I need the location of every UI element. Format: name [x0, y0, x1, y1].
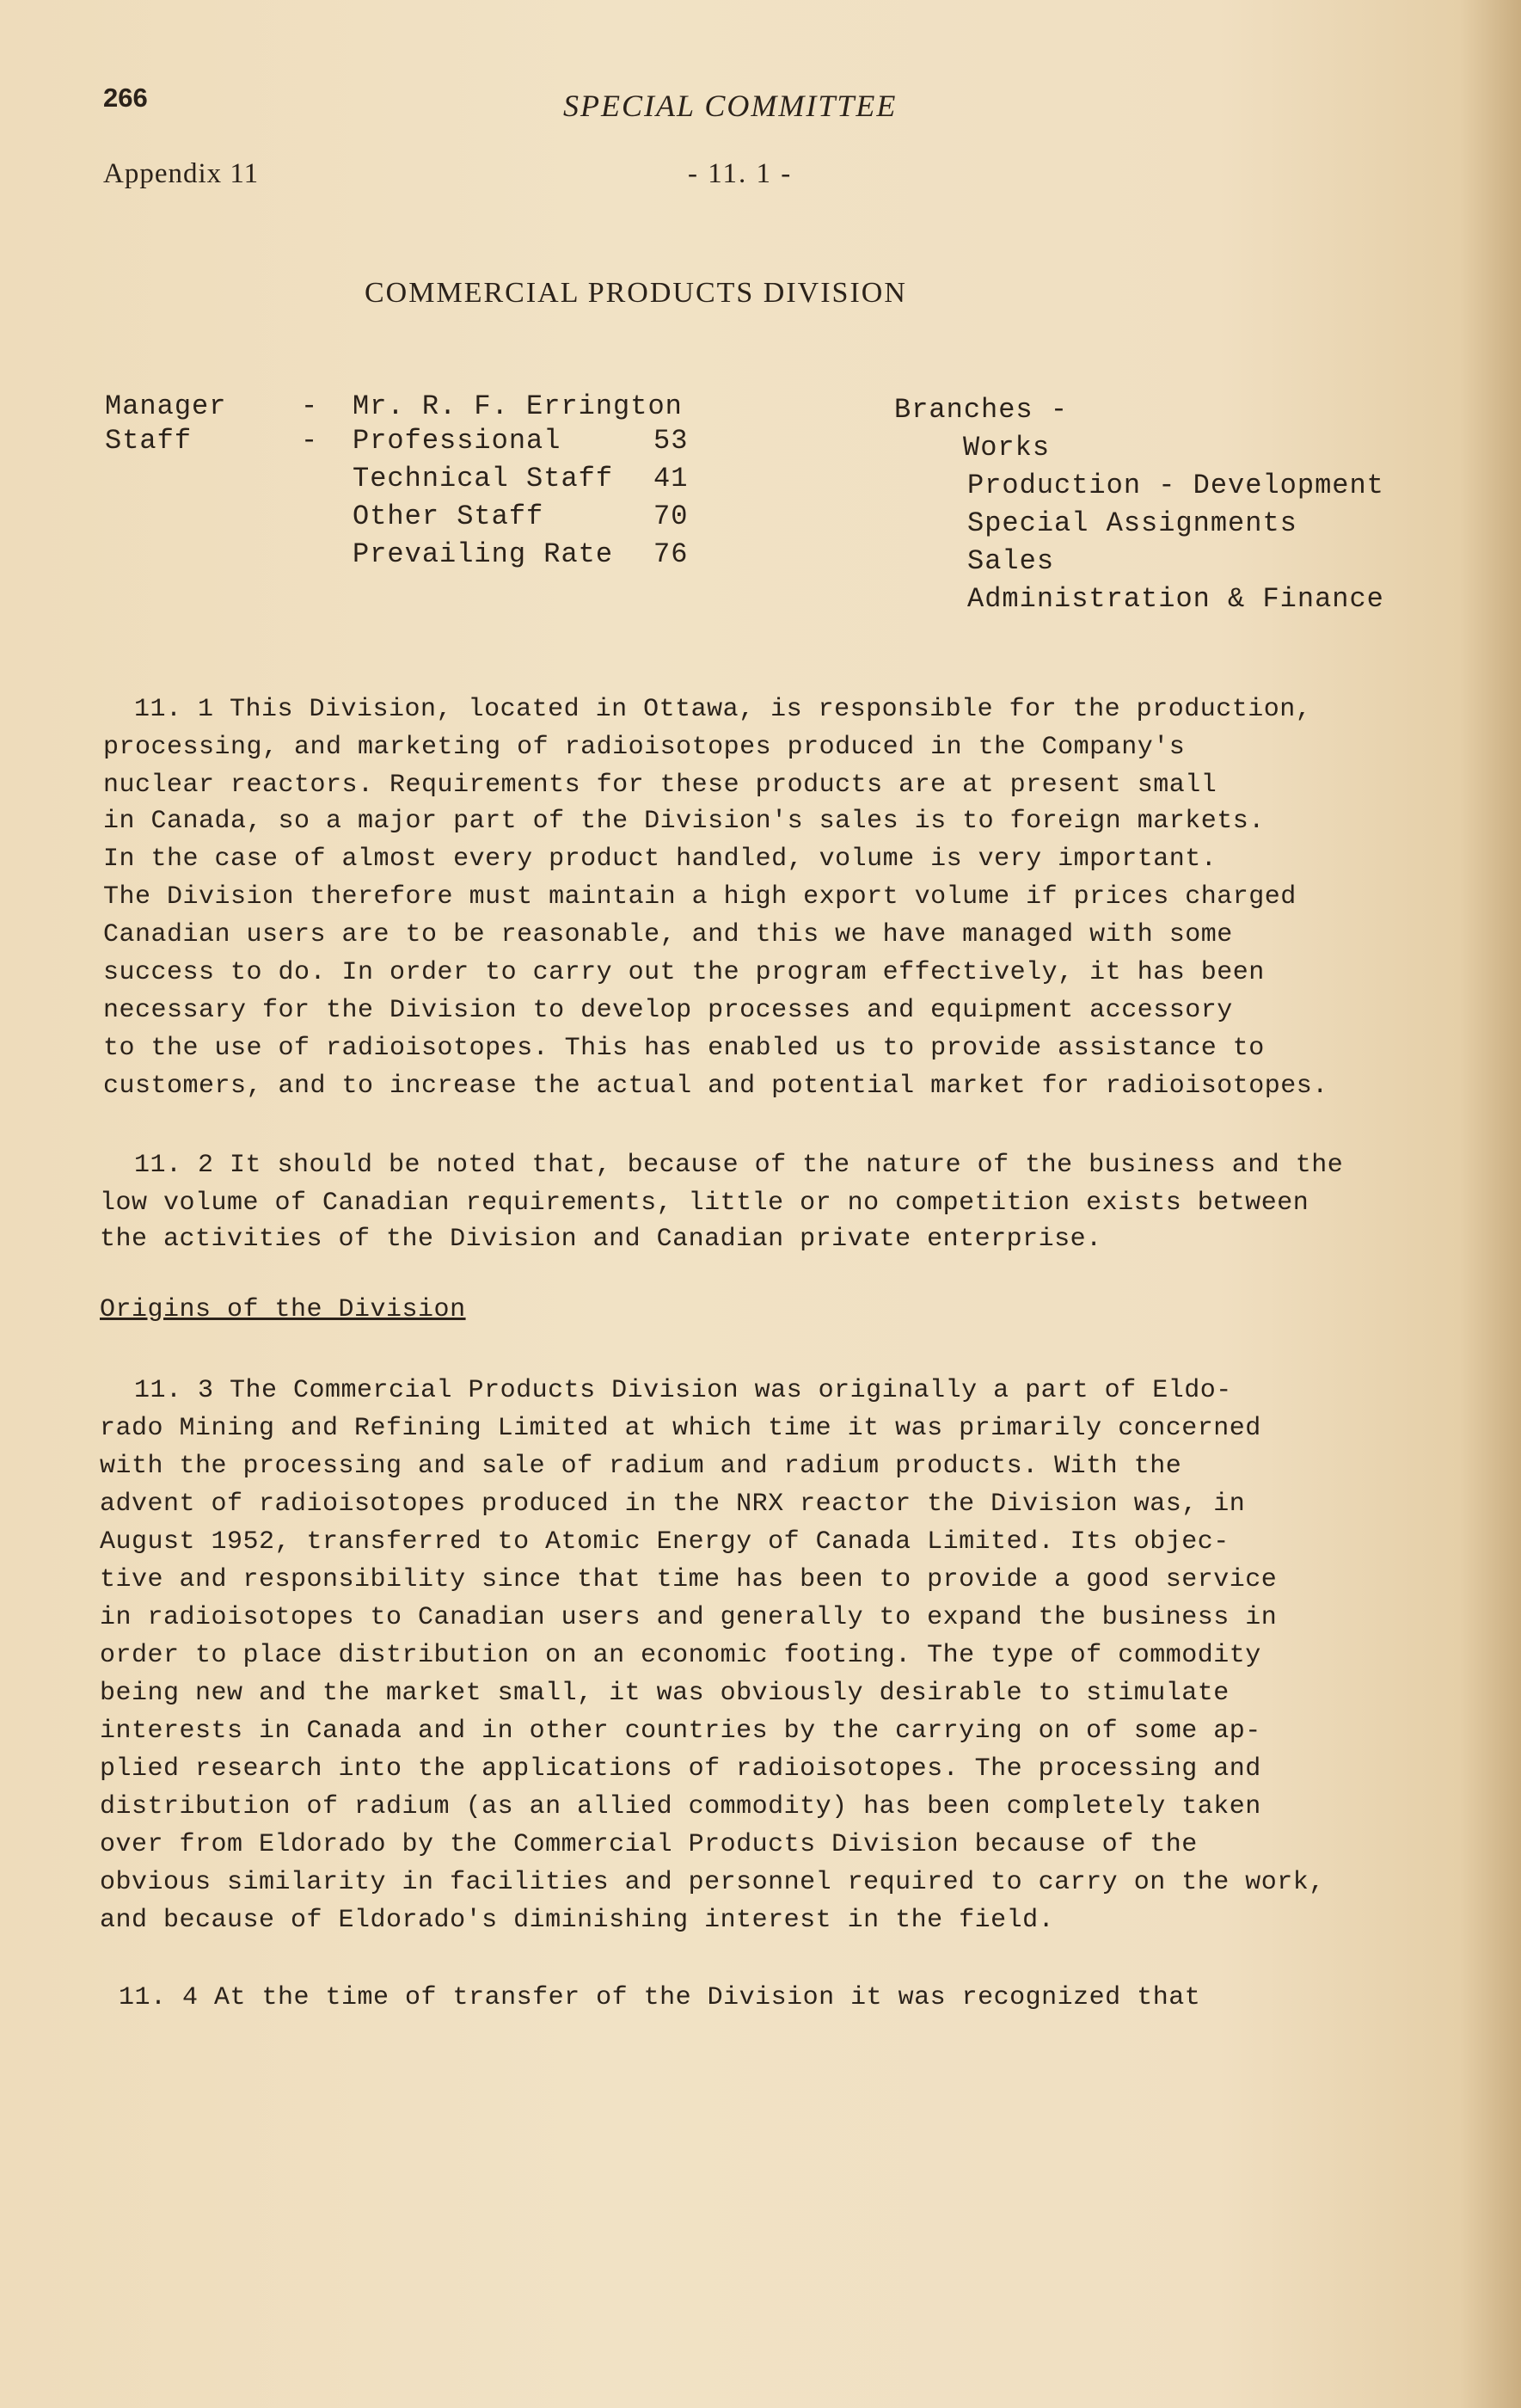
paragraph-line: being new and the market small, it was obviously desirable to stimulate	[100, 1679, 1230, 1708]
paragraph-line: obvious similarity in facilities and personnel required to carry on the work,	[100, 1868, 1325, 1897]
staff-category-label: Other Staff	[353, 501, 544, 532]
paragraph-line: low volume of Canadian requirements, little or no competition exists between	[100, 1189, 1309, 1218]
manager-name: Mr. R. F. Errington	[353, 390, 683, 422]
staff-label: Staff	[105, 425, 193, 457]
branch-item: Sales	[967, 545, 1055, 577]
paragraph-line: customers, and to increase the actual and potential market for radioisotopes.	[103, 1072, 1328, 1101]
paragraph-line: Canadian users are to be reasonable, and this we have managed with some	[103, 920, 1233, 949]
paragraph-line: nuclear reactors. Requirements for these products are at present small	[103, 771, 1217, 800]
staff-category-count: 41	[653, 463, 689, 494]
staff-category-count: 70	[653, 501, 689, 532]
paragraph-line: over from Eldorado by the Commercial Products Division because of the	[100, 1830, 1198, 1859]
manager-label: Manager	[105, 390, 227, 422]
paragraph-line: advent of radioisotopes produced in the NRX reactor the Division was, in	[100, 1490, 1246, 1519]
paragraph-line: 11. 4 At the time of transfer of the Division it was recognized that	[119, 1983, 1201, 2012]
staff-category-label: Technical Staff	[353, 463, 614, 494]
branches-heading: Branches -	[894, 394, 1069, 426]
paragraph-line: order to place distribution on an economic footing. The type of commodity	[100, 1641, 1261, 1670]
staff-dash: -	[301, 425, 319, 457]
paragraph-line: necessary for the Division to develop processes and equipment accessory	[103, 996, 1233, 1025]
paragraph-line: the activities of the Division and Canadian private enterprise.	[100, 1225, 1102, 1254]
division-title: COMMERCIAL PRODUCTS DIVISION	[365, 277, 907, 309]
paragraph-line: 11. 3 The Commercial Products Division was originally a part of Eldo-	[134, 1376, 1232, 1405]
staff-category-count: 53	[653, 425, 689, 457]
paragraph-line: to the use of radioisotopes. This has enabled us to provide assistance to	[103, 1034, 1265, 1063]
paragraph-line: distribution of radium (as an allied commodity) has been completely taken	[100, 1792, 1261, 1821]
paragraph-line: and because of Eldorado's diminishing interest in the field.	[100, 1906, 1055, 1935]
paragraph-line: in Canada, so a major part of the Division's sales is to foreign markets.	[103, 807, 1265, 836]
paragraph-line: In the case of almost every product handled, volume is very important.	[103, 845, 1217, 874]
paragraph-line: plied research into the applications of radioisotopes. The processing and	[100, 1754, 1261, 1784]
staff-category-label: Professional	[353, 425, 561, 457]
paragraph-line: August 1952, transferred to Atomic Energy of Canada Limited. Its objec-	[100, 1527, 1230, 1557]
section-number: - 11. 1 -	[688, 158, 793, 189]
appendix-label: Appendix 11	[103, 158, 260, 189]
paragraph-line: The Division therefore must maintain a high export volume if prices charged	[103, 882, 1297, 912]
branch-item: Special Assignments	[967, 507, 1297, 539]
paragraph-line: success to do. In order to carry out the program effectively, it has been	[103, 958, 1265, 987]
branch-item: Production - Development	[967, 470, 1384, 501]
branch-item: Works	[963, 432, 1051, 464]
paragraph-line: in radioisotopes to Canadian users and generally to expand the business in	[100, 1603, 1278, 1632]
paragraph-line: rado Mining and Refining Limited at which time it was primarily concerned	[100, 1414, 1261, 1443]
paragraph-line: processing, and marketing of radioisotopes produced in the Company's	[103, 733, 1186, 762]
section-subheading: Origins of the Division	[100, 1295, 466, 1324]
manager-dash: -	[301, 390, 319, 422]
page-number: 266	[103, 83, 148, 113]
paragraph-line: with the processing and sale of radium and radium products. With the	[100, 1452, 1182, 1481]
running-head: SPECIAL COMMITTEE	[563, 89, 898, 123]
paragraph-line: tive and responsibility since that time has been to provide a good service	[100, 1565, 1278, 1594]
paragraph-line: interests in Canada and in other countries by the carrying on of some ap-	[100, 1717, 1261, 1746]
paragraph-line: 11. 2 It should be noted that, because of the nature of the business and the	[134, 1151, 1344, 1180]
staff-category-label: Prevailing Rate	[353, 538, 614, 570]
paragraph-line: 11. 1 This Division, located in Ottawa, is responsible for the production,	[134, 695, 1312, 724]
branch-item: Administration & Finance	[967, 583, 1384, 615]
staff-category-count: 76	[653, 538, 689, 570]
